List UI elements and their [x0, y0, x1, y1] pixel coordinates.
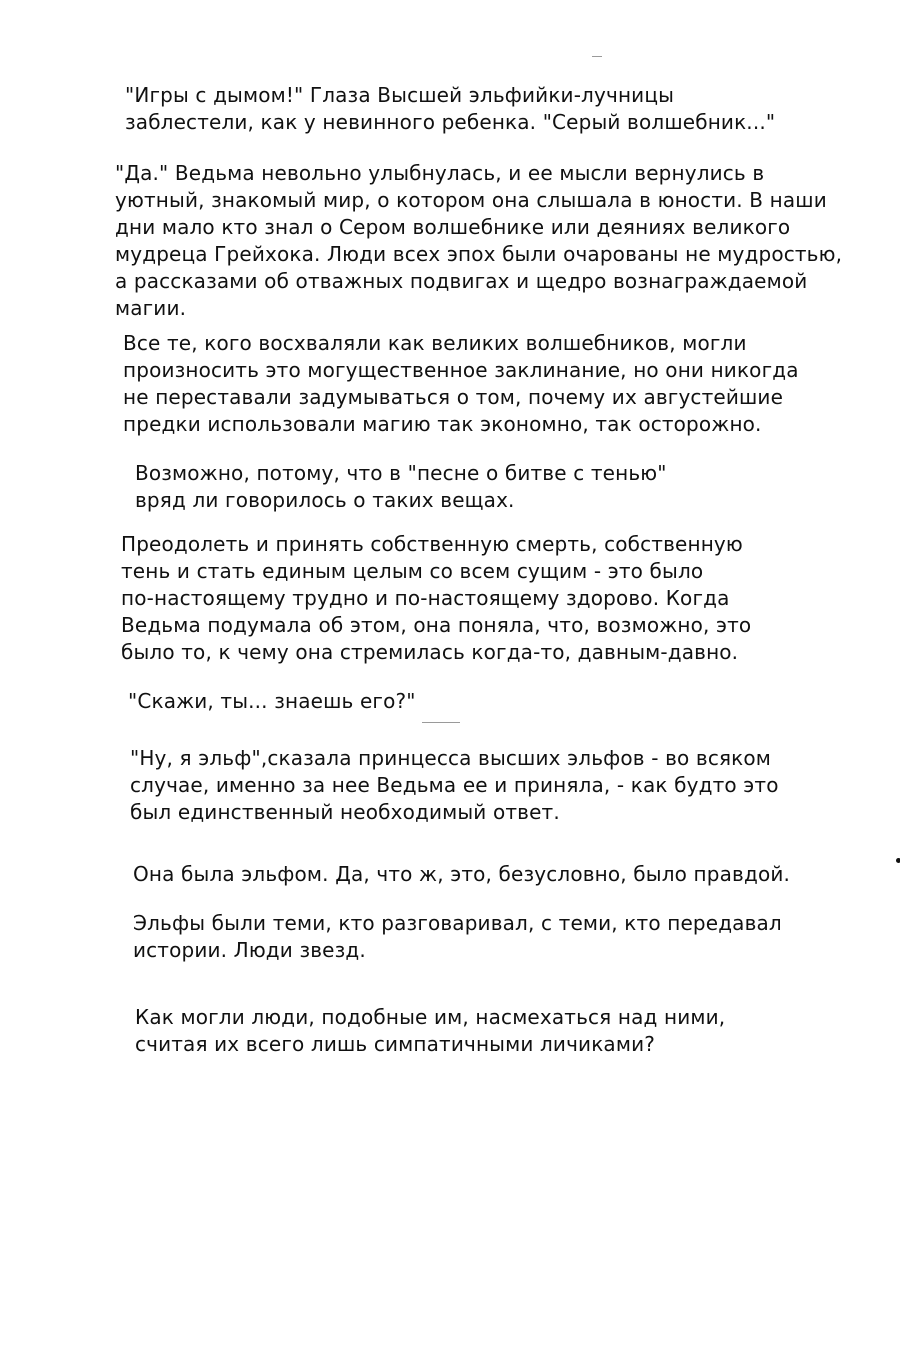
text-line: мудреца Грейхока. Люди всех эпох были очарованы не мудростью, — [115, 242, 843, 266]
paragraph-10 — [135, 1004, 725, 1058]
text-line: заблестели, как у невинного ребенка. "Серый волшебник..." — [125, 110, 776, 134]
text-line: было то, к чему она стремилась когда-то, давным-давно. — [121, 640, 739, 664]
paragraph-1 — [125, 82, 775, 136]
text-line: "Игры с дымом!" Глаза Высшей эльфийки-лучницы — [125, 83, 675, 107]
text-line: произносить это могущественное заклинание, но они никогда — [123, 358, 799, 382]
paragraph-5 — [121, 531, 751, 666]
text-line: Ведьма подумала об этом, она поняла, что, возможно, это — [121, 613, 752, 637]
text-line: Эльфы были теми, кто разговаривал, с теми, кто передавал — [133, 911, 782, 935]
text-line: Все те, кого восхваляли как великих волшебников, могли — [123, 331, 747, 355]
paragraph-3 — [123, 330, 799, 438]
text-line: тень и стать единым целым со всем сущим - это было — [121, 559, 704, 583]
text-line: предки использовали магию так экономно, так осторожно. — [123, 412, 762, 436]
text-line: "Ну, я эльф",сказала принцесса высших эльфов - во всяком — [130, 746, 772, 770]
paragraph-9 — [133, 910, 782, 964]
paragraph-8 — [133, 861, 790, 888]
text-line: а рассказами об отважных подвигах и щедро вознаграждаемой — [115, 269, 808, 293]
text-line: "Скажи, ты... знаешь его?" — [128, 689, 416, 713]
scan-artifact-dot — [896, 858, 900, 863]
text-line: истории. Люди звезд. — [133, 938, 366, 962]
text-line: "Да." Ведьма невольно улыбнулась, и ее мысли вернулись в — [115, 161, 765, 185]
paragraph-7 — [130, 745, 779, 826]
text-line: вряд ли говорилось о таких вещах. — [135, 488, 515, 512]
text-line: не переставали задумываться о том, почему их августейшие — [123, 385, 784, 409]
text-line: по-настоящему трудно и по-настоящему здорово. Когда — [121, 586, 730, 610]
scan-artifact-dash — [422, 722, 460, 723]
paragraph-6 — [128, 688, 416, 715]
scan-artifact-dash — [592, 56, 602, 57]
text-line: Как могли люди, подобные им, насмехаться над ними, — [135, 1005, 726, 1029]
text-line: магии. — [115, 296, 187, 320]
paragraph-2 — [115, 160, 842, 322]
text-line: Она была эльфом. Да, что ж, это, безусловно, было правдой. — [133, 862, 790, 886]
text-line: уютный, знакомый мир, о котором она слышала в юности. В наши — [115, 188, 827, 212]
text-line: случае, именно за нее Ведьма ее и приняла, - как будто это — [130, 773, 779, 797]
text-line: Возможно, потому, что в "песне о битве с тенью" — [135, 461, 667, 485]
text-line: был единственный необходимый ответ. — [130, 800, 560, 824]
paragraph-4 — [135, 460, 667, 514]
text-line: считая их всего лишь симпатичными личиками? — [135, 1032, 655, 1056]
text-line: дни мало кто знал о Сером волшебнике или деяниях великого — [115, 215, 791, 239]
text-line: Преодолеть и принять собственную смерть, собственную — [121, 532, 743, 556]
